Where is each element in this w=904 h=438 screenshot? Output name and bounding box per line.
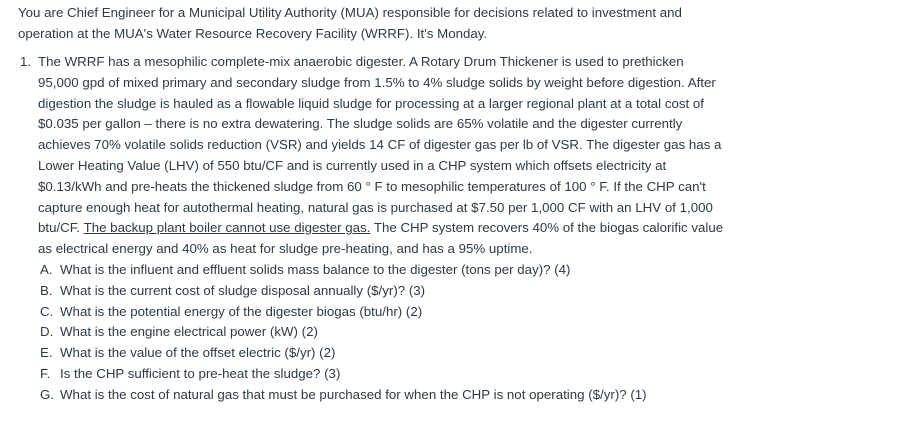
subquestion-letter: B. [40,282,53,298]
subquestion-c [38,302,898,323]
subquestion-letter: D. [40,324,54,340]
subquestion-g [38,385,898,406]
subquestion-letter: C. [40,303,54,319]
subquestion-letter: A. [40,261,53,277]
question-text [38,52,728,260]
question-item [18,52,898,406]
question-underlined-note: The backup plant boiler cannot use digester gas. [83,220,371,236]
subquestion-text: What is the engine electrical power (kW) (2) [60,324,318,340]
question-text-end: The CHP system recovers 40% of the biogas calorific value as electrical energy and 40% as heat for sludge pre-heating, and has a 95% uptime. [38,220,724,257]
question-number: 1. [20,54,32,69]
subquestion-e [38,343,898,364]
document-body [18,2,898,406]
subquestion-d [38,322,898,343]
subquestion-text: What is the influent and effluent solids mass balance to the digester (tons per day)? (4) [60,261,571,277]
subquestion-text: What is the cost of natural gas that must be purchased for when the CHP is not operating ($/yr)? (1) [60,386,647,402]
subquestion-letter: F. [40,365,51,381]
subquestion-text: What is the potential energy of the digester biogas (btu/hr) (2) [60,303,423,319]
subquestion-text: Is the CHP sufficient to pre-heat the sludge? (3) [60,365,341,381]
subquestion-f [38,364,898,385]
subquestion-b [38,281,898,302]
subquestion-letter: E. [40,345,53,361]
intro-paragraph: You are Chief Engineer for a Municipal Utility Authority (MUA) responsible for decisions related to investment and operation at the MUA's Water Resource Recovery Facility (WRRF). It's Monday. [18,5,682,41]
question-list [18,52,898,406]
subquestion-list [38,260,898,406]
subquestion-letter: G. [40,386,55,402]
subquestion-text: What is the value of the offset electric ($/yr) (2) [60,345,336,361]
subquestion-text: What is the current cost of sludge disposal annually ($/yr)? (3) [60,282,426,298]
question-text-main: The WRRF has a mesophilic complete-mix anaerobic digester. A Rotary Drum Thickener is used to prethicken 95,000 gpd of mixed primary and secondary sludge from 1.5% to 4% sludge solids by weight before digestion. After digestion the sludge is hauled as a flowable liquid sludge for processing at a larger regional plant at a total cost of $0.035 per gallon – there is no extra dewatering. The sludge solids are 65% volatile and the digester currently achieves 70% volatile solids reduction (VSR) and yields 14 CF of digester gas per lb of VSR. The digester gas has a Lower Heating Value (LHV) of 550 btu/CF and is currently used in a CHP system which offsets electricity at $0.13/kWh and pre-heats the thickened sludge from 60 ° F to mesophilic temperatures of 100 ° F. If the CHP can't capture enough heat for autothermal heating, natural gas is purchased at $7.50 per 1,000 CF with an LHV of 1,000 btu/CF. [38,54,722,236]
subquestion-a [38,260,898,281]
